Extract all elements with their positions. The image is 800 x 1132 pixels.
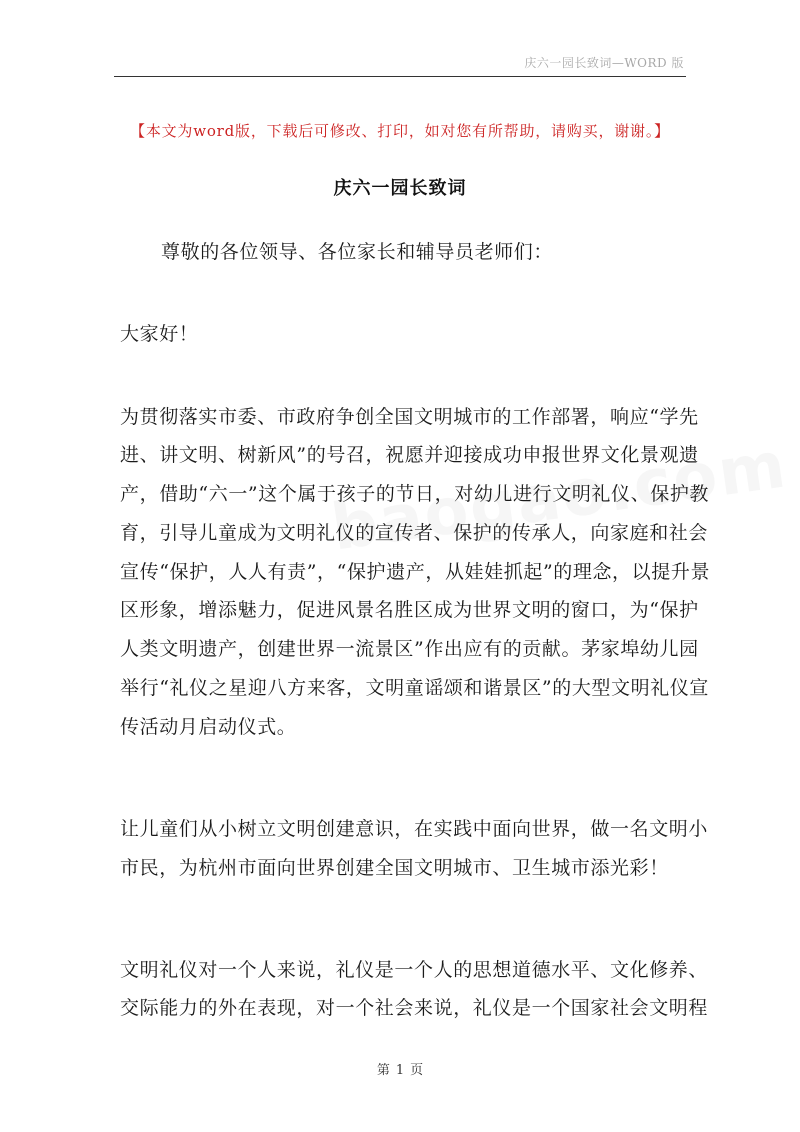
header-divider	[114, 76, 686, 77]
paragraph-line: 产，借助“六一”这个属于孩子的节日，对幼儿进行文明礼仪、保护教	[120, 483, 710, 505]
purchase-notice: 【本文为word版，下载后可修改、打印，如对您有所帮助，请购买，谢谢。】	[130, 122, 670, 140]
paragraph-line: 进、讲文明、树新风”的号召，祝愿并迎接成功申报世界文化景观遗	[120, 444, 699, 466]
footer-suffix: 页	[410, 1063, 424, 1078]
paragraph-line: 市民，为杭州市面向世界创建全国文明城市、卫生城市添光彩！	[120, 857, 669, 879]
salutation: 尊敬的各位领导、各位家长和辅导员老师们：	[161, 241, 554, 263]
paragraph-line: 让儿童们从小树立文明创建意识，在实践中面向世界，做一名文明小	[120, 818, 709, 840]
header-doc-label: 庆六一园长致词—WORD 版	[524, 56, 684, 70]
paragraph-line: 区形象，增添魅力，促进风景名胜区成为世界文明的窗口，为“保护	[120, 599, 699, 621]
paragraph-line: 育，引导儿童成为文明礼仪的宣传者、保护的传承人，向家庭和社会	[120, 522, 709, 544]
page-footer	[0, 1059, 800, 1078]
paragraph-line: 宣传“保护，人人有责”，“保护遗产，从娃娃抓起”的理念，以提升景	[120, 561, 711, 583]
paragraph-line: 交际能力的外在表现，对一个社会来说，礼仪是一个国家社会文明程	[120, 997, 709, 1019]
page-number: 1	[395, 1063, 405, 1078]
greeting: 大家好！	[120, 323, 199, 345]
paragraph-line: 传活动月启动仪式。	[120, 716, 297, 738]
paragraph-line: 举行“礼仪之星迎八方来客，文明童谣颂和谐景区”的大型文明礼仪宣	[120, 677, 710, 699]
document-title: 庆六一园长致词	[333, 178, 467, 199]
footer-prefix: 第	[376, 1063, 390, 1078]
paragraph-line: 文明礼仪对一个人来说，礼仪是一个人的思想道德水平、文化修养、	[120, 959, 709, 981]
paragraph-line: 人类文明遗产，创建世界一流景区”作出应有的贡献。茅家埠幼儿园	[120, 638, 699, 660]
paragraph-line: 为贯彻落实市委、市政府争创全国文明城市的工作部署，响应“学先	[120, 406, 699, 428]
